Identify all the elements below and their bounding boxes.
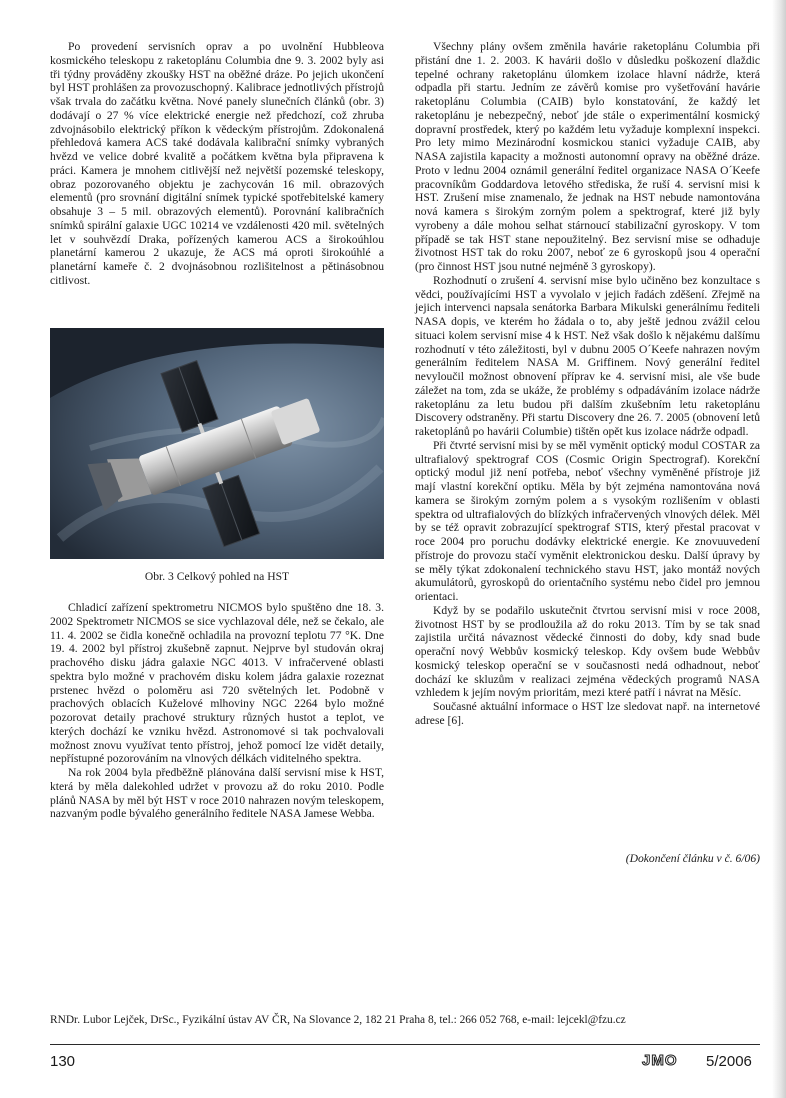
right-column — [415, 40, 760, 728]
author-affiliation: RNDr. Lubor Lejček, DrSc., Fyzikální ústav AV ČR, Na Slovance 2, 182 21 Praha 8, tel.: 266 052 768, e-mail: lejcekl@fzu.cz — [50, 1014, 626, 1026]
issue-number: 5/2006 — [706, 1053, 752, 1070]
paragraph: Současné aktuální informace o HST lze sledovat např. na internetové adrese [6]. — [415, 700, 760, 727]
hubble-telescope-photo-icon — [50, 328, 384, 559]
page-edge-shadow — [772, 0, 786, 1098]
continuation-note: (Dokončení článku v č. 6/06) — [625, 852, 760, 865]
left-column-bottom — [50, 601, 384, 821]
figure-caption: Obr. 3 Celkový pohled na HST — [144, 570, 290, 583]
paragraph: Na rok 2004 byla předběžně plánována další servisní mise k HST, která by měla dalekohled udržet v provozu až do roku 2010. Podle plánů NASA by měl být HST v roce 2010 nahrazen novým teleskopem, nazvaným podle bývalého generálního ředitele NASA Jamese Webba. — [50, 766, 384, 821]
paragraph: Všechny plány ovšem změnila havárie raketoplánu Columbia při přistání dne 1. 2. 2003. K havárii došlo v důsledku poškození dlaždic tepelné ochrany raketoplánu úlomkem izolace hlavní nádrže, která odpadla při startu. Jedním ze závěrů komise pro vyšetřování havárie raketoplánu Columbia (CAIB) bylo konstatování, že každý let raketoplánu je nebezpečný, neboť jde stále o experimentální kosmický dopravní prostředek, který po každém letu vyžaduje komplexní inspekci. Pro lety mimo Mezinárodní kosmickou stanici vyžaduje CAIB, aby NASA zajistila kapacity a možnosti autonomní opravy na oběžné dráze. Proto v lednu 2004 oznámil generální ředitel organizace NASA O´Keefe pracovníkům Goddardova letového střediska, že ruší 4. servisní misi k HST. Zrušení mise znamenalo, že jednak na HST nebude namontována nová kamera s širokým zorným polem a spektrograf, které již byly vyrobeny a dále mohou selhat stárnoucí stabilizační gyroskopy. V tom případě se tak HST stane nepoužitelný. Bez servisní mise se odhaduje životnost HST tak do roku 2007, neboť ze 6 gyroskopů jsou 4 operační (pro činnost HST jsou nutné nejméně 3 gyroskopy). — [415, 40, 760, 273]
paragraph: Rozhodnutí o zrušení 4. servisní mise bylo učiněno bez konzultace s vědci, používajícími HST a vyvolalo v jejich řadách zděšení. Zřejmě na jejich intervenci napsala senátorka Barbara Mikulski generálnímu řediteli NASA dopis, ve kterém ho žádala o to, aby ještě jednou zvážil celou situaci kolem servisní mise 4 k HST. Než však došlo k nějakému dalšímu rozhodnutí v této záležitosti, byl v dubnu 2005 O´Keefe nahrazen novým generálním ředitelem NASA M. Griffinem. Nový generální ředitel nevyloučil možnost obnovení příprav ke 4. servisní misi, ale vše bude záležet na tom, zda se ukáže, že problémy s odpadáváním izolace nádrže raketoplánu za letu budou při dalším zkušebním letu raketoplánu Discovery odstraněny. Při startu Discovery dne 26. 7. 2005 (obnovení letů raketoplánů po havárii Columbie) tištěn opět kus izolace nádrže odpadl. — [415, 273, 760, 438]
paragraph: Chladicí zařízení spektrometru NICMOS bylo spuštěno dne 18. 3. 2002 Spektrometr NICMOS se sice vychlazoval déle, než se čekalo, ale 11. 4. 2002 se čidla konečně ochladila na provozní teplotu 77 °K. Dne 19. 4. 2002 byl přístroj zkušebně zapnut. Nejprve byl studován okraj prachového disku jádra galaxie NGC 4013. V infračervené oblasti spektra bylo možné v prachovém disku kolem jádra galaxie rozeznat prstenec hvězd o poloměru asi 720 světelných let. Podobně v prachových oblacích Kuželové mlhoviny NGC 2264 bylo možné pozorovat detaily prachové struktury různých hustot a teplot, ve kterých dochází ke vzniku hvězd. Astronomové si tak pochvalovali možnost znovu využívat tento přístroj, jehož pomocí lze vidět detaily, nepřístupné pozorováním na vlnových délkách viditelného spektra. — [50, 601, 384, 766]
page-number: 130 — [50, 1053, 76, 1070]
figure-hst-photo — [50, 328, 384, 559]
journal-logo: JMO — [642, 1052, 678, 1069]
footer-divider — [50, 1044, 760, 1045]
paragraph: Při čtvrté servisní misi by se měl vyměnit optický modul COSTAR za ultrafialový spektrograf COS (Cosmic Origin Spectrograf). Korekční optický modul již není potřeba, neboť všechny vyměněné přístroje již mají vlastní korekční optiku. Měla by být zejména namontována nová kamera se širokým zorným polem a s vysokým rozlišením v oblasti spektra od ultrafialových do blízkých infračervených vlnových délek. Měl by se též opravit zobrazující spektrograf STIS, který přestal pracovat v roce 2004 pro poruchu dodávky elektrické energie. Ke znovuuvedení přístroje do provozu stačí vyměnit elektronickou desku. Další úpravy by se měly týkat zdokonalení technického stavu HST, jako montáž nových akumulátorů, gyroskopů do orientačního systému nebo čidel pro jemnou orientaci. — [415, 438, 760, 603]
paragraph: Když by se podařilo uskutečnit čtvrtou servisní misi v roce 2008, životnost HST by se prodloužila až do roku 2013. Tím by se tak snad zajistila určitá návaznost vědecké činnosti do doby, kdy snad bude operační nový Webbův kosmický teleskop. Kdy ovšem bude Webbův kosmický teleskop operační se v současnosti nedá odhadnout, neboť dochází ke skluzům v realizaci zejména vědeckých programů NASA vzhledem k jejím novým prioritám, mezi které patří i návrat na Měsíc. — [415, 603, 760, 700]
left-column-top — [50, 40, 384, 288]
paragraph: Po provedení servisních oprav a po uvolnění Hubbleova kosmického teleskopu z raketoplánu Columbia dne 9. 3. 2002 byly asi tři týdny prováděny zkoušky HST na oběžné dráze. Po jejich ukončení byl HST prohlášen za provozuschopný. Kalibrace jednotlivých přístrojů však trvala do začátku května. Nové panely slunečních článků (obr. 3) dodávají o 27 % více elektrické energie než předchozí, což zhruba zdvojnásobilo elektrický příkon k vědeckým přístrojům. Zdokonalená přehledová kamera ACS také dodávala kalibrační snímky vybraných hvězd ve velice dobré kvalitě a počátkem května byla připravena k práci. Kamera je mnohem citlivější než největší pozemské teleskopy, obraz pozorovaného objektu je zachycován 16 mil. obrazových elementů (pro srovnání digitální snímek typické spotřebitelské kamery obsahuje 3 – 5 mil. obrazových elementů). Porovnání kalibračních snímků spirální galaxie UGC 10214 ve vzdálenosti 420 mil. světelných let v souhvězdí Draka, pořízených kamerou ACS a širokoúhlou planetární kamerou 2 ukazuje, že ACS má oproti širokoúhlé a planetární kameře č. 2 dvojnásobnou rozlišitelnost a pětinásobnou citlivost. — [50, 40, 384, 287]
